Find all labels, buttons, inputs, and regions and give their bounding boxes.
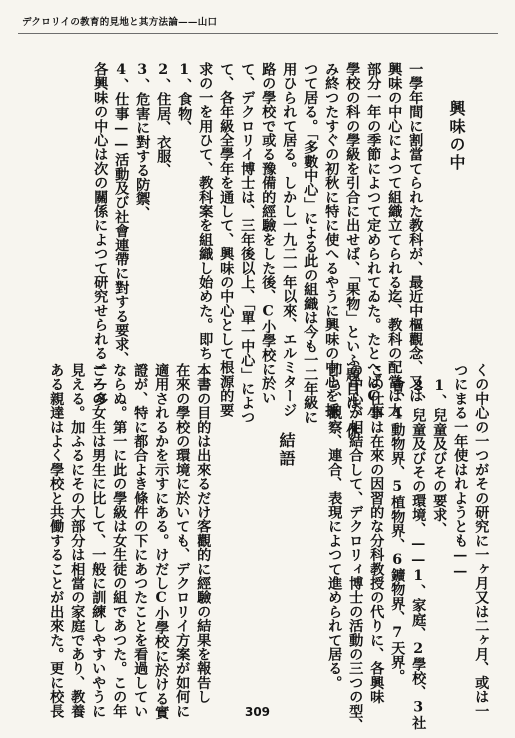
text-line: て、デクロリイ博士は、三年後以上、「單一中心」によつ bbox=[239, 62, 256, 425]
text-line: 各興味の中心は次の關係によつて研究せられる——多 bbox=[92, 62, 109, 407]
text-line: 適用されるかを示すにある。けだしC小學校に於ける實 bbox=[153, 363, 170, 720]
text-line: つて居る。「多數中心」による此の組織は今も一二年級に bbox=[302, 62, 319, 425]
page-number: 309 bbox=[244, 705, 271, 719]
text-line: み終つたすぐの初秋に特に使へるやうに興味の中心を採 bbox=[323, 62, 340, 417]
list-item: 會、4動物界、5植物界、6鑛物界、7天界。 bbox=[389, 378, 406, 684]
running-header: デクロリイの教育的見地と其方法論——山口 bbox=[22, 17, 218, 28]
text-line: 學校の科の學級を引合に出せば、「果物」といふ題目は、休 bbox=[344, 62, 361, 439]
text-line: 本書の目的は出來るだけ客觀的に經驗の結果を報告し bbox=[195, 363, 212, 704]
text-line: 在來の學校の環境に於いても、デクロリイ方案が如何に bbox=[174, 363, 191, 718]
text-line: 求の一を用ひて、教科案を組織し始めた。即ち bbox=[197, 62, 214, 361]
list-item: 2、兒童及びその環境、——1、家庭、2學校、3社 bbox=[410, 378, 427, 730]
list-item: 3、危害に對する防禦、 bbox=[134, 62, 151, 220]
text-line: この仕事は在來の因習的な分科教授の代りに、各興味 bbox=[368, 363, 385, 704]
section-heading-conclusion: 結語 bbox=[277, 432, 296, 468]
text-line: て、各年級全學年を通して、興味の中心として根源的要 bbox=[218, 62, 235, 417]
text-line: くの中心の一つがその研究に一ヶ月又は二ヶ月、或は一 bbox=[473, 363, 490, 718]
list-item: 1、兒童及びその要求、 bbox=[431, 378, 448, 536]
text-line: つにまる一年使はれようとも—— bbox=[452, 363, 469, 580]
text-line: 路の學校で或る豫備的經驗をした後、C小學校に於い bbox=[260, 62, 277, 405]
text-line: 證が、特に都合よき條件の下にあつたことを看過してい bbox=[132, 363, 149, 718]
text-line: ごろの女生は男生に比して、一般に訓練しやすいやうに bbox=[90, 363, 107, 718]
list-item: 2、住居、衣服、 bbox=[155, 62, 172, 178]
section-heading-interest-center: 興味の中 bbox=[447, 100, 466, 172]
header-rule bbox=[18, 33, 498, 34]
list-item: 1、食物、 bbox=[176, 62, 193, 135]
text-line: 一學年間に割當てられた教科が、最近中樞觀念、又は bbox=[407, 62, 424, 403]
text-line: 興味の中心によつて組織立てられる迄、教科の配當は大 bbox=[386, 62, 403, 417]
text-line: 見える。加ふるにその大部分は相當の家庭であり、教養 bbox=[69, 363, 86, 718]
text-line: ならぬ。第一に此の學級は女生徒の組であつた。この年 bbox=[111, 363, 128, 718]
text-line: 用ひられて居る。しかし一九二一年以來、エルミタージ bbox=[281, 62, 298, 417]
text-line: 部分一年の季節によつて定められてゐた。たとへばC小 bbox=[365, 62, 382, 419]
text-line: ある親達はよく學校と共働することが出來た。更に校長 bbox=[48, 363, 65, 718]
text-line: 卽ち、觀察、連合、表現によつて進められて居る。 bbox=[326, 363, 343, 690]
list-item: 4、仕事——活動及び社會連帶に對する要求、 bbox=[113, 62, 130, 366]
text-line: の中心が相結合して、デクロリィ博士の活動の三つの型、 bbox=[347, 363, 364, 733]
